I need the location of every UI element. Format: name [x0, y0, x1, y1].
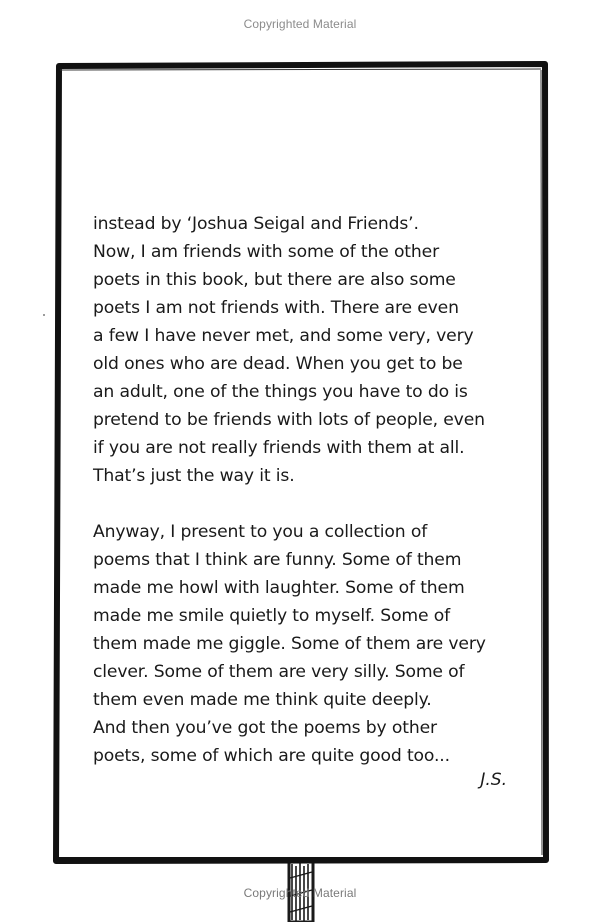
copyright-watermark-bottom: Copyrighted Material [243, 886, 357, 900]
author-signature: J.S. [480, 770, 507, 790]
text-line: Now, I am friends with some of the other [93, 242, 439, 262]
text-line: them even made me think quite deeply. [93, 690, 432, 710]
text-line: an adult, one of the things you have to do is [93, 382, 468, 402]
text-line: poets I am not friends with. There are even [93, 298, 459, 318]
text-line: poets, some of which are quite good too... [93, 746, 450, 766]
text-line: old ones who are dead. When you get to be [93, 354, 463, 374]
paragraph-gap [93, 490, 513, 518]
text-line: poems that I think are funny. Some of them [93, 550, 462, 570]
text-line: made me smile quietly to myself. Some of [93, 606, 451, 626]
text-line: instead by ‘Joshua Seigal and Friends’. [93, 214, 419, 234]
paragraph-1 [93, 210, 513, 490]
text-line: if you are not really friends with them at all. [93, 438, 465, 458]
text-line: And then you’ve got the poems by other [93, 718, 437, 738]
copyright-watermark-top: Copyrighted Material [243, 17, 357, 31]
text-line: made me howl with laughter. Some of them [93, 578, 465, 598]
paragraph-2 [93, 518, 513, 770]
text-line: pretend to be friends with lots of people, even [93, 410, 485, 430]
page-body [93, 210, 513, 770]
text-line: Anyway, I present to you a collection of [93, 522, 428, 542]
text-line: a few I have never met, and some very, very [93, 326, 474, 346]
text-line: poets in this book, but there are also some [93, 270, 456, 290]
text-line: clever. Some of them are very silly. Some of [93, 662, 465, 682]
text-line: That’s just the way it is. [93, 466, 295, 486]
text-line: them made me giggle. Some of them are very [93, 634, 486, 654]
stray-mark [43, 314, 45, 316]
